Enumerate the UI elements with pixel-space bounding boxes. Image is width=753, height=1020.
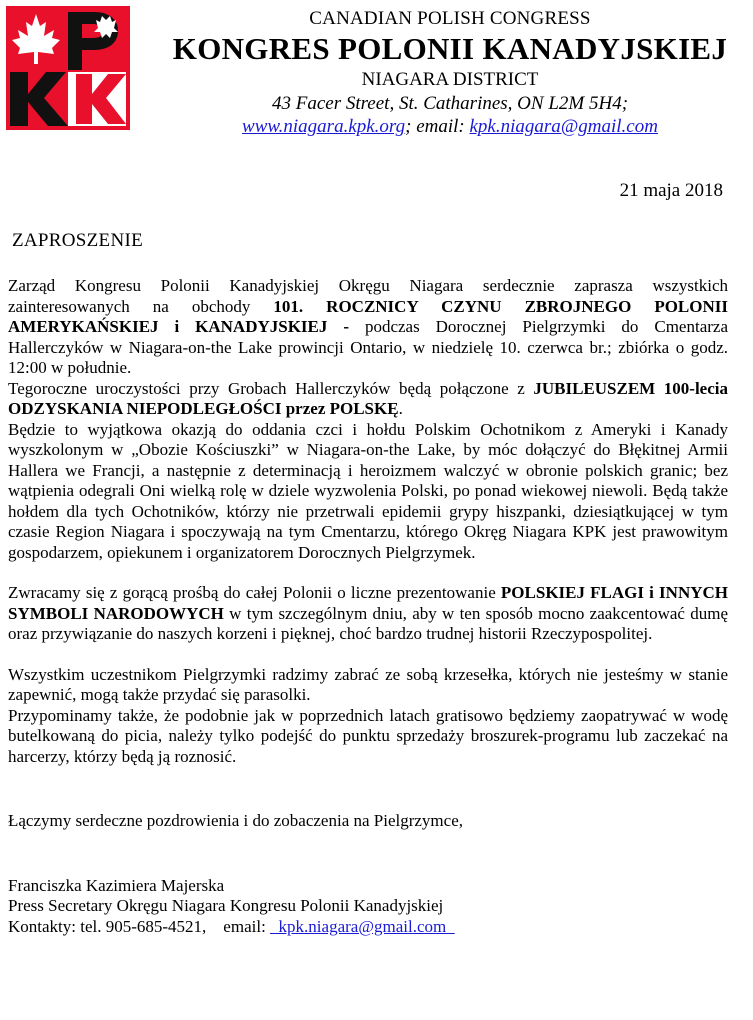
contact-prefix: Kontakty: tel. 905-685-4521, email: xyxy=(8,916,271,936)
letterhead xyxy=(150,8,750,138)
paragraph-4 xyxy=(8,583,728,645)
kpk-logo-icon xyxy=(6,6,130,130)
website-link[interactable]: www.niagara.kpk.org xyxy=(242,116,406,138)
org-name-polish: KONGRES POLONII KANADYJSKIEJ xyxy=(172,30,728,66)
spacer xyxy=(8,563,728,583)
p2-text-a: Tegoroczne uroczystości przy Grobach Hallerczyków będą połączone z xyxy=(8,378,534,398)
letter-body xyxy=(8,276,728,937)
p2-text-c: . xyxy=(398,399,403,418)
letter-title: ZAPROSZENIE xyxy=(12,230,144,251)
closing-line: Łączymy serdeczne pozdrowienia i do zobaczenia na Pielgrzymce, xyxy=(8,811,463,830)
paragraph-3: Będzie to wyjątkowa okazją do oddania czci i hołdu Polskim Ochotnikom z Ameryki i Kanady wyszkolonym w „Obozie Kościuszki” w Niagara-on-the Lake, by móc dołączyć do Błękitnej Armii Hallera we Francji, a następnie z determinacją i heroizmem walczyć w obronie polskich granic; bez wątpienia odegrali Oni wielką rolę w dziele wyzwolenia Polski, po ponad wiekowej niewoli. Będą także hołdem dla tych Ochotników, którzy nie przetrwali epidemii grypy hiszpanki, dziesiątkującej w tym czasie Region Niagara i spoczywają na tym Cmentarzu, którego Okręg Niagara KPK jest prawowitym gospodarzem, opiekunem i organizatorem Dorocznych Pielgrzymek. xyxy=(8,419,728,562)
p1-text-c: podczas Dorocznej Pielgrzymki do Cmentarza Hallerczyków w Niagara-on-the Lake prowincji Ontario, w niedzielę 10. czerwca br.; zbiórka o godz. 12:00 w południe. xyxy=(8,317,729,377)
signature-role: Press Secretary Okręgu Niagara Kongresu Polonii Kanadyjskiej xyxy=(8,896,444,915)
signature-email-link[interactable]: kpk.niagara@gmail.com xyxy=(270,916,455,936)
p1-text-a: Zarząd Kongresu Polonii Kanadyjskiej Okręgu Niagara serdecznie zaprasza wszystkich zainteresowanych na obchody xyxy=(8,276,728,316)
district-name: NIAGARA DISTRICT xyxy=(361,69,539,91)
signature-contact xyxy=(8,917,728,938)
paragraph-2 xyxy=(8,379,728,420)
p1-bold: 101. ROCZNICY CZYNU ZBROJNEGO POLONII AMERYKAŃSKIEJ i KANADYJSKIEJ - xyxy=(8,296,728,336)
contact-line xyxy=(150,116,750,138)
paragraph-1 xyxy=(8,276,728,379)
paragraph-6: Przypominamy także, że podobnie jak w poprzednich latach gratisowo będziemy zaopatrywać w wodę butelkowaną do picia, należy tylko podejść do punktu sprzedaży broszurek-programu lub zaczekać na harcerzy, którzy będą ją roznosić. xyxy=(8,705,728,766)
p4-bold: POLSKIEJ FLAGI i INNYCH SYMBOLI NARODOWYCH xyxy=(8,583,728,623)
spacer xyxy=(8,645,728,665)
spacer xyxy=(8,767,728,811)
p4-text-a: Zwracamy się z gorącą prośbą do całej Polonii o liczne prezentowanie xyxy=(8,583,501,602)
p4-text-c: w tym szczególnym dniu, aby w ten sposób mocno zaakcentować dumę oraz przywiązanie do naszych korzeni i pięknej, choć bardzo trudnej historii Rzeczypospolitej. xyxy=(8,603,729,643)
signature-name: Franciszka Kazimiera Majerska xyxy=(8,875,225,895)
letter-date: 21 maja 2018 xyxy=(619,180,723,201)
header-email-link[interactable]: kpk.niagara@gmail.com xyxy=(469,116,658,138)
email-label: ; email: xyxy=(405,116,470,138)
p2-bold: JUBILEUSZEM 100-lecia ODZYSKANIA NIEPODLEGŁOŚCI przez POLSKĘ xyxy=(8,378,728,418)
paragraph-5: Wszystkim uczestnikom Pielgrzymki radzimy zabrać ze sobą krzesełka, których nie jesteśmy w stanie zapewnić, mogą także przydać się parasolki. xyxy=(8,664,728,704)
address: 43 Facer Street, St. Catharines, ON L2M 5H4; xyxy=(271,93,629,115)
org-name-english: CANADIAN POLISH CONGRESS xyxy=(309,8,591,29)
spacer xyxy=(8,832,728,876)
kpk-logo-svg xyxy=(6,6,130,130)
